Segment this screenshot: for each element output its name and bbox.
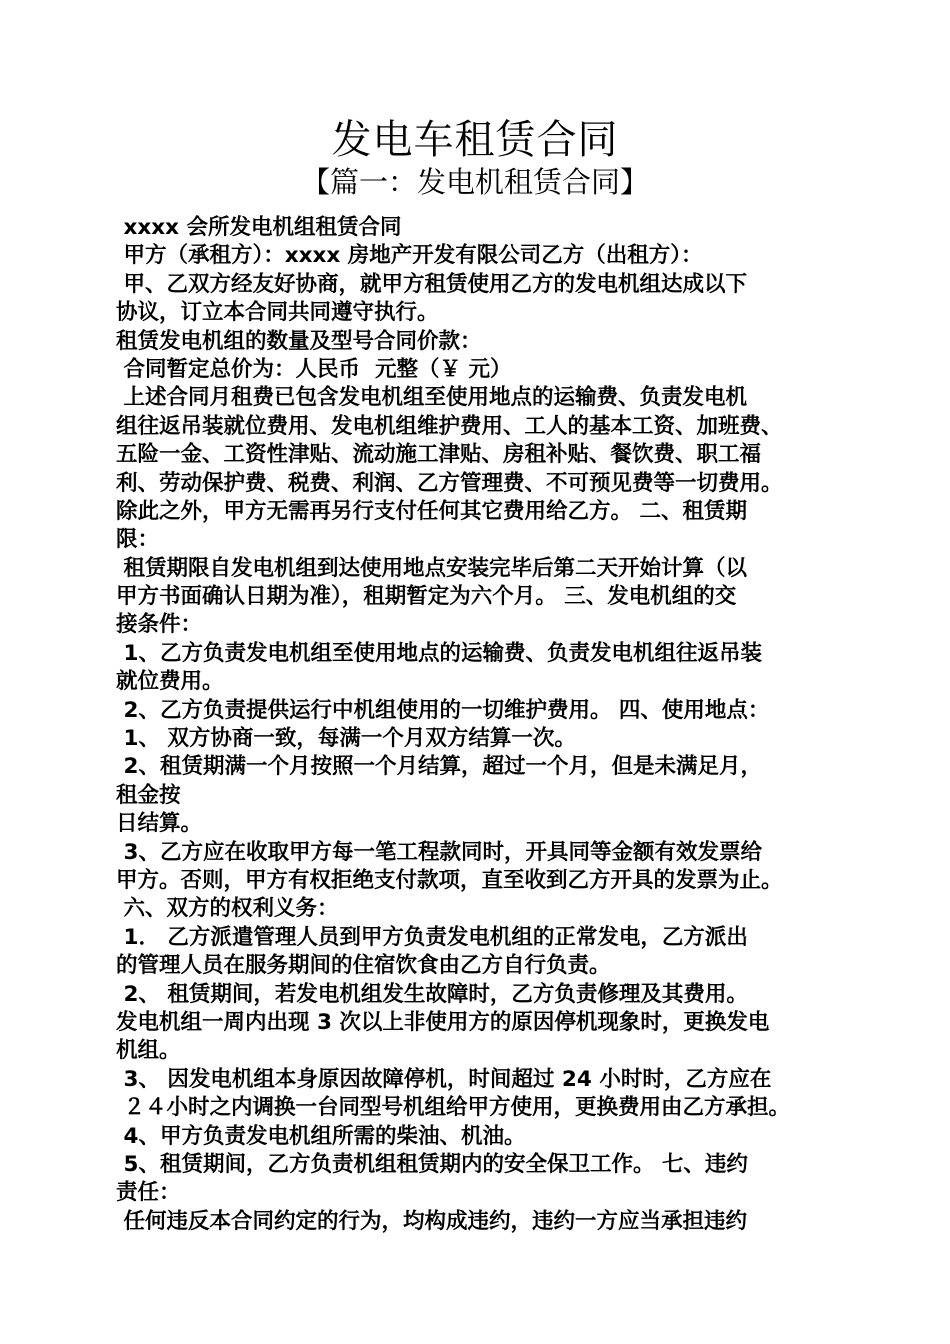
text-line: 4、甲方负责发电机组所需的柴油、机油。 — [116, 1123, 526, 1149]
text-line: xxxx 会所发电机组租赁合同 — [116, 215, 402, 240]
text-line: 除此之外，甲方无需再另行支付任何其它费用给乙方。 二、租赁期 — [116, 498, 747, 524]
text-line: 接条件： — [116, 612, 203, 638]
text-line: 5、租赁期间，乙方负责机组租赁期内的安全保卫工作。 七、违约 — [116, 1151, 748, 1177]
text-line: 限： — [116, 527, 160, 553]
text-line: 任何违反本合同约定的行为，均构成违约，违约一方应当承担违约 — [116, 1208, 747, 1234]
text-line: 发电机组一周内出现 3 次以上非使用方的原因停机现象时，更换发电 — [116, 1009, 770, 1035]
contract-body — [116, 214, 856, 1236]
text-line: 上述合同月租费已包含发电机组至使用地点的运输费、负责发电机 — [116, 385, 747, 411]
text-line: 机组。 — [116, 1038, 181, 1064]
text-line: 合同暂定总价为：人民币 元整（￥ 元） — [116, 356, 512, 382]
text-line: 1、乙方负责发电机组至使用地点的运输费、负责发电机组往返吊装 — [116, 640, 762, 666]
text-line: 1、 双方协商一致，每满一个月双方结算一次。 — [116, 726, 576, 752]
text-line: 日结算。 — [116, 811, 203, 837]
text-line: 甲方书面确认日期为准），租期暂定为六个月。 三、发电机组的交 — [116, 584, 737, 610]
text-line: 租赁期限自发电机组到达使用地点安装完毕后第二天开始计算（以 — [116, 555, 747, 581]
text-line: 五险一金、工资性津贴、流动施工津贴、房租补贴、餐饮费、职工福 — [116, 442, 762, 468]
text-line: 租金按 — [116, 782, 181, 808]
text-line: 甲方。否则，甲方有权拒绝支付款项，直至收到乙方开具的发票为止。 — [116, 867, 783, 893]
text-line: 1． 乙方派遣管理人员到甲方负责发电机组的正常发电，乙方派出 — [116, 924, 748, 950]
text-line: 的管理人员在服务期间的住宿饮食由乙方自行负责。 — [116, 953, 611, 979]
document-subtitle: 【篇一：发电机租赁合同】 — [300, 165, 649, 199]
text-line: 协议，订立本合同共同遵守执行。 — [116, 300, 439, 326]
text-line: 甲、乙双方经友好协商，就甲方租赁使用乙方的发电机组达成以下 — [116, 271, 747, 297]
text-line: 组往返吊装就位费用、发电机组维护费用、工人的基本工资、加班费、 — [116, 413, 783, 439]
text-line: 六、双方的权利义务： — [116, 896, 339, 922]
text-line: 2、租赁期满一个月按照一个月结算，超过一个月，但是未满足月， — [116, 754, 762, 780]
text-line: 就位费用。 — [116, 669, 224, 695]
text-line: 2、 租赁期间，若发电机组发生故障时，乙方负责修理及其费用。 — [116, 981, 748, 1007]
text-line: ２４小时之内调换一台同型号机组给甲方使用，更换费用由乙方承担。 — [116, 1095, 790, 1121]
text-line: 利、劳动保护费、税费、利润、乙方管理费、不可预见费等一切费用。 — [116, 470, 783, 496]
document-title: 发电车租赁合同 — [331, 117, 619, 163]
text-line: 2、乙方负责提供运行中机组使用的一切维护费用。 四、使用地点： — [116, 697, 770, 723]
text-line: 租赁发电机组的数量及型号合同价款： — [116, 328, 482, 354]
text-line: 3、 因发电机组本身原因故障停机，时间超过 24 小时时，乙方应在 — [116, 1066, 772, 1092]
text-line: 责任： — [116, 1180, 181, 1206]
text-line: 3、乙方应在收取甲方每一笔工程款同时，开具同等金额有效发票给 — [116, 839, 762, 865]
text-line: 甲方（承租方）：xxxx 房地产开发有限公司乙方（出租方）： — [116, 243, 703, 269]
